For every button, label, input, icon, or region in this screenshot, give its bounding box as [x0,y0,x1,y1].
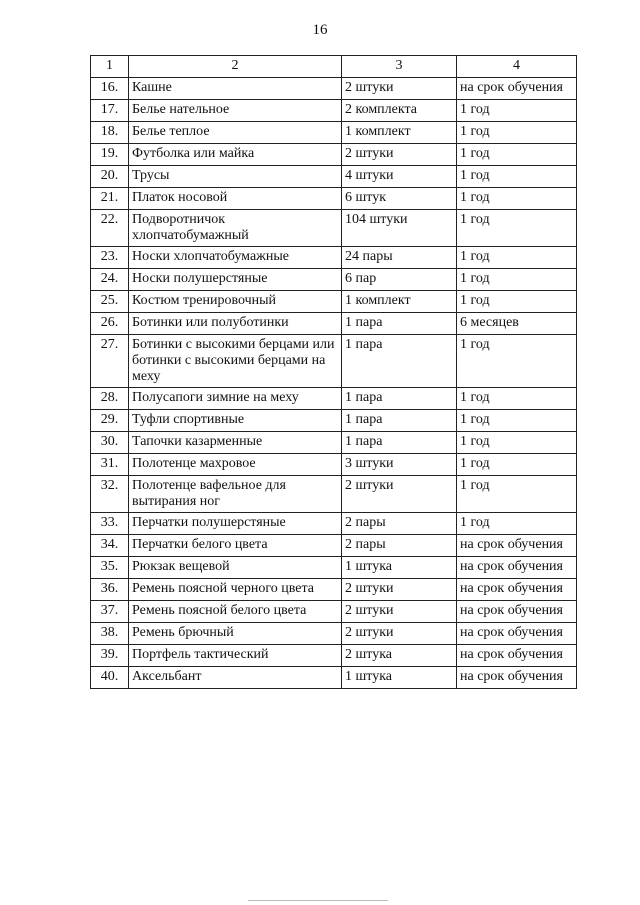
item-name-cell: Аксельбант [129,667,342,689]
table-row [91,410,577,432]
term-cell: на срок обучения [457,535,577,557]
item-name-cell: Ботинки с высокими берцами или ботинки с высокими берцами на меху [129,335,342,388]
row-number-cell: 16. [91,78,129,100]
row-number-cell: 37. [91,601,129,623]
row-number-cell: 24. [91,269,129,291]
table-body [91,78,577,689]
term-cell: 1 год [457,410,577,432]
item-name-cell: Полотенце махровое [129,454,342,476]
item-name-cell: Кашне [129,78,342,100]
term-cell: 1 год [457,291,577,313]
table-row [91,579,577,601]
quantity-cell: 1 комплект [342,291,457,313]
quantity-cell: 2 пары [342,513,457,535]
quantity-cell: 1 штука [342,557,457,579]
row-number-cell: 25. [91,291,129,313]
table-row [91,166,577,188]
table-row [91,335,577,388]
scan-artifact-line [248,900,388,901]
quantity-cell: 1 комплект [342,122,457,144]
quantity-cell: 6 штук [342,188,457,210]
row-number-cell: 26. [91,313,129,335]
quantity-cell: 24 пары [342,247,457,269]
quantity-cell: 2 штука [342,645,457,667]
row-number-cell: 30. [91,432,129,454]
row-number-cell: 20. [91,166,129,188]
quantity-cell: 2 штуки [342,623,457,645]
row-number-cell: 18. [91,122,129,144]
table-row [91,667,577,689]
quantity-cell: 1 пара [342,313,457,335]
term-cell: на срок обучения [457,579,577,601]
quantity-cell: 4 штуки [342,166,457,188]
table-header-row [91,56,577,78]
term-cell: 1 год [457,166,577,188]
table-row [91,144,577,166]
quantity-cell: 6 пар [342,269,457,291]
row-number-cell: 34. [91,535,129,557]
row-number-cell: 38. [91,623,129,645]
table-row [91,513,577,535]
item-name-cell: Ремень брючный [129,623,342,645]
supply-norms-table [90,55,577,689]
row-number-cell: 29. [91,410,129,432]
row-number-cell: 40. [91,667,129,689]
term-cell: 1 год [457,513,577,535]
term-cell: 1 год [457,432,577,454]
item-name-cell: Перчатки белого цвета [129,535,342,557]
table-row [91,601,577,623]
term-cell: 1 год [457,144,577,166]
table-row [91,623,577,645]
table-row [91,535,577,557]
row-number-cell: 33. [91,513,129,535]
item-name-cell: Платок носовой [129,188,342,210]
table-row [91,100,577,122]
table-row [91,388,577,410]
row-number-cell: 36. [91,579,129,601]
quantity-cell: 1 пара [342,335,457,388]
quantity-cell: 1 пара [342,410,457,432]
item-name-cell: Ботинки или полуботинки [129,313,342,335]
item-name-cell: Рюкзак вещевой [129,557,342,579]
item-name-cell: Костюм тренировочный [129,291,342,313]
table-row [91,557,577,579]
term-cell: на срок обучения [457,645,577,667]
item-name-cell: Носки хлопчатобумажные [129,247,342,269]
term-cell: на срок обучения [457,557,577,579]
table-row [91,122,577,144]
quantity-cell: 104 штуки [342,210,457,247]
item-name-cell: Трусы [129,166,342,188]
item-name-cell: Ремень поясной черного цвета [129,579,342,601]
table-row [91,313,577,335]
row-number-cell: 31. [91,454,129,476]
term-cell: 1 год [457,476,577,513]
item-name-cell: Полусапоги зимние на меху [129,388,342,410]
term-cell: 1 год [457,247,577,269]
column-header-1: 1 [91,56,129,78]
row-number-cell: 17. [91,100,129,122]
table-row [91,476,577,513]
column-header-2: 2 [129,56,342,78]
item-name-cell: Белье теплое [129,122,342,144]
term-cell: на срок обучения [457,601,577,623]
term-cell: 1 год [457,100,577,122]
table-row [91,78,577,100]
term-cell: 6 месяцев [457,313,577,335]
item-name-cell: Тапочки казарменные [129,432,342,454]
row-number-cell: 27. [91,335,129,388]
column-header-4: 4 [457,56,577,78]
item-name-cell: Ремень поясной белого цвета [129,601,342,623]
row-number-cell: 19. [91,144,129,166]
item-name-cell: Футболка или майка [129,144,342,166]
quantity-cell: 2 штуки [342,78,457,100]
item-name-cell: Носки полушерстяные [129,269,342,291]
row-number-cell: 23. [91,247,129,269]
row-number-cell: 28. [91,388,129,410]
item-name-cell: Туфли спортивные [129,410,342,432]
row-number-cell: 21. [91,188,129,210]
row-number-cell: 39. [91,645,129,667]
row-number-cell: 22. [91,210,129,247]
quantity-cell: 2 штуки [342,579,457,601]
quantity-cell: 3 штуки [342,454,457,476]
term-cell: 1 год [457,269,577,291]
quantity-cell: 2 штуки [342,476,457,513]
quantity-cell: 1 пара [342,432,457,454]
table-row [91,291,577,313]
term-cell: 1 год [457,122,577,144]
row-number-cell: 32. [91,476,129,513]
term-cell: 1 год [457,454,577,476]
term-cell: на срок обучения [457,667,577,689]
quantity-cell: 2 комплекта [342,100,457,122]
term-cell: 1 год [457,388,577,410]
table-row [91,269,577,291]
quantity-cell: 2 штуки [342,144,457,166]
term-cell: на срок обучения [457,78,577,100]
table-row [91,454,577,476]
table-row [91,432,577,454]
table-row [91,210,577,247]
quantity-cell: 2 штуки [342,601,457,623]
row-number-cell: 35. [91,557,129,579]
quantity-cell: 1 штука [342,667,457,689]
term-cell: 1 год [457,188,577,210]
item-name-cell: Полотенце вафельное для вытирания ног [129,476,342,513]
table-row [91,188,577,210]
page-number: 16 [312,22,328,38]
term-cell: 1 год [457,210,577,247]
quantity-cell: 1 пара [342,388,457,410]
table-row [91,247,577,269]
item-name-cell: Портфель тактический [129,645,342,667]
item-name-cell: Подворотничок хлопчатобумажный [129,210,342,247]
term-cell: на срок обучения [457,623,577,645]
table-row [91,645,577,667]
column-header-3: 3 [342,56,457,78]
quantity-cell: 2 пары [342,535,457,557]
item-name-cell: Перчатки полушерстяные [129,513,342,535]
item-name-cell: Белье нательное [129,100,342,122]
term-cell: 1 год [457,335,577,388]
